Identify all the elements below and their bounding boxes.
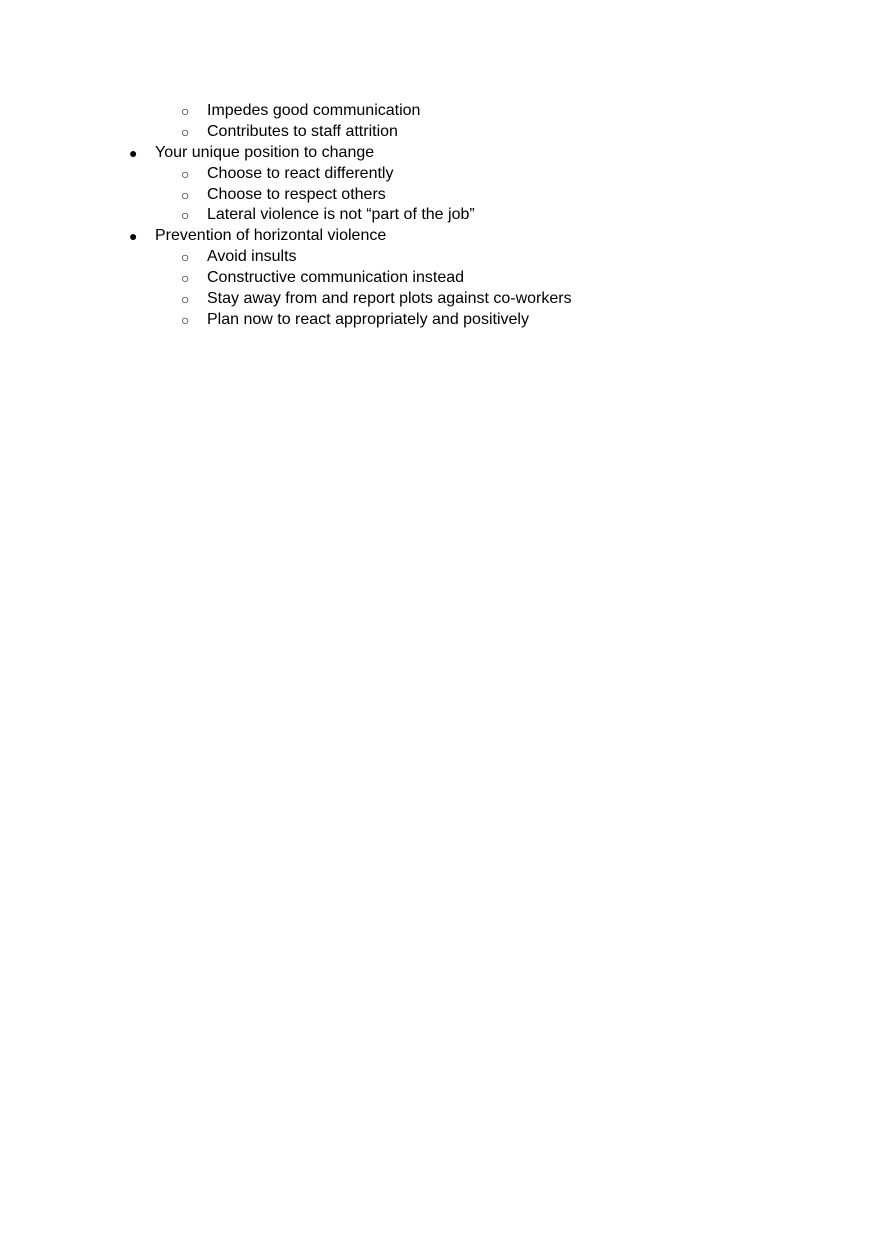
- hollow-bullet-icon: ○: [181, 311, 190, 328]
- hollow-bullet-icon: ○: [181, 207, 190, 224]
- hollow-bullet-icon: ○: [181, 103, 190, 119]
- hollow-bullet-icon: ○: [181, 249, 190, 266]
- list-item: [0, 289, 880, 310]
- list-item-text: Choose to respect others: [207, 185, 386, 203]
- list-item-text: Avoid insults: [207, 248, 297, 266]
- list-item: [0, 247, 880, 268]
- list-item: [0, 226, 880, 247]
- list-item-text: Plan now to react appropriately and positively: [207, 310, 529, 328]
- filled-bullet-icon: ●: [129, 228, 138, 245]
- list-item: [0, 101, 880, 122]
- list-item: [0, 143, 880, 164]
- bullet-list: [0, 101, 880, 331]
- hollow-bullet-icon: ○: [181, 123, 190, 140]
- list-item-text: Prevention of horizontal violence: [155, 227, 387, 245]
- hollow-bullet-icon: ○: [181, 165, 190, 182]
- list-item: [0, 185, 880, 206]
- list-item-text: Impedes good communication: [207, 102, 421, 119]
- list-item: [0, 122, 880, 143]
- hollow-bullet-icon: ○: [181, 291, 190, 308]
- list-item-text: Stay away from and report plots against co-workers: [207, 290, 572, 308]
- hollow-bullet-icon: ○: [181, 270, 190, 287]
- hollow-bullet-icon: ○: [181, 186, 190, 203]
- list-item: [0, 164, 880, 185]
- list-item: [0, 268, 880, 289]
- list-item-text: Your unique position to change: [155, 143, 375, 161]
- list-item-text: Lateral violence is not “part of the job”: [207, 206, 475, 224]
- filled-bullet-icon: ●: [129, 144, 138, 161]
- list-item-text: Constructive communication instead: [207, 269, 465, 287]
- list-item: [0, 310, 880, 331]
- list-item: [0, 205, 880, 226]
- list-item-text: Contributes to staff attrition: [207, 122, 398, 140]
- list-item-text: Choose to react differently: [207, 164, 394, 182]
